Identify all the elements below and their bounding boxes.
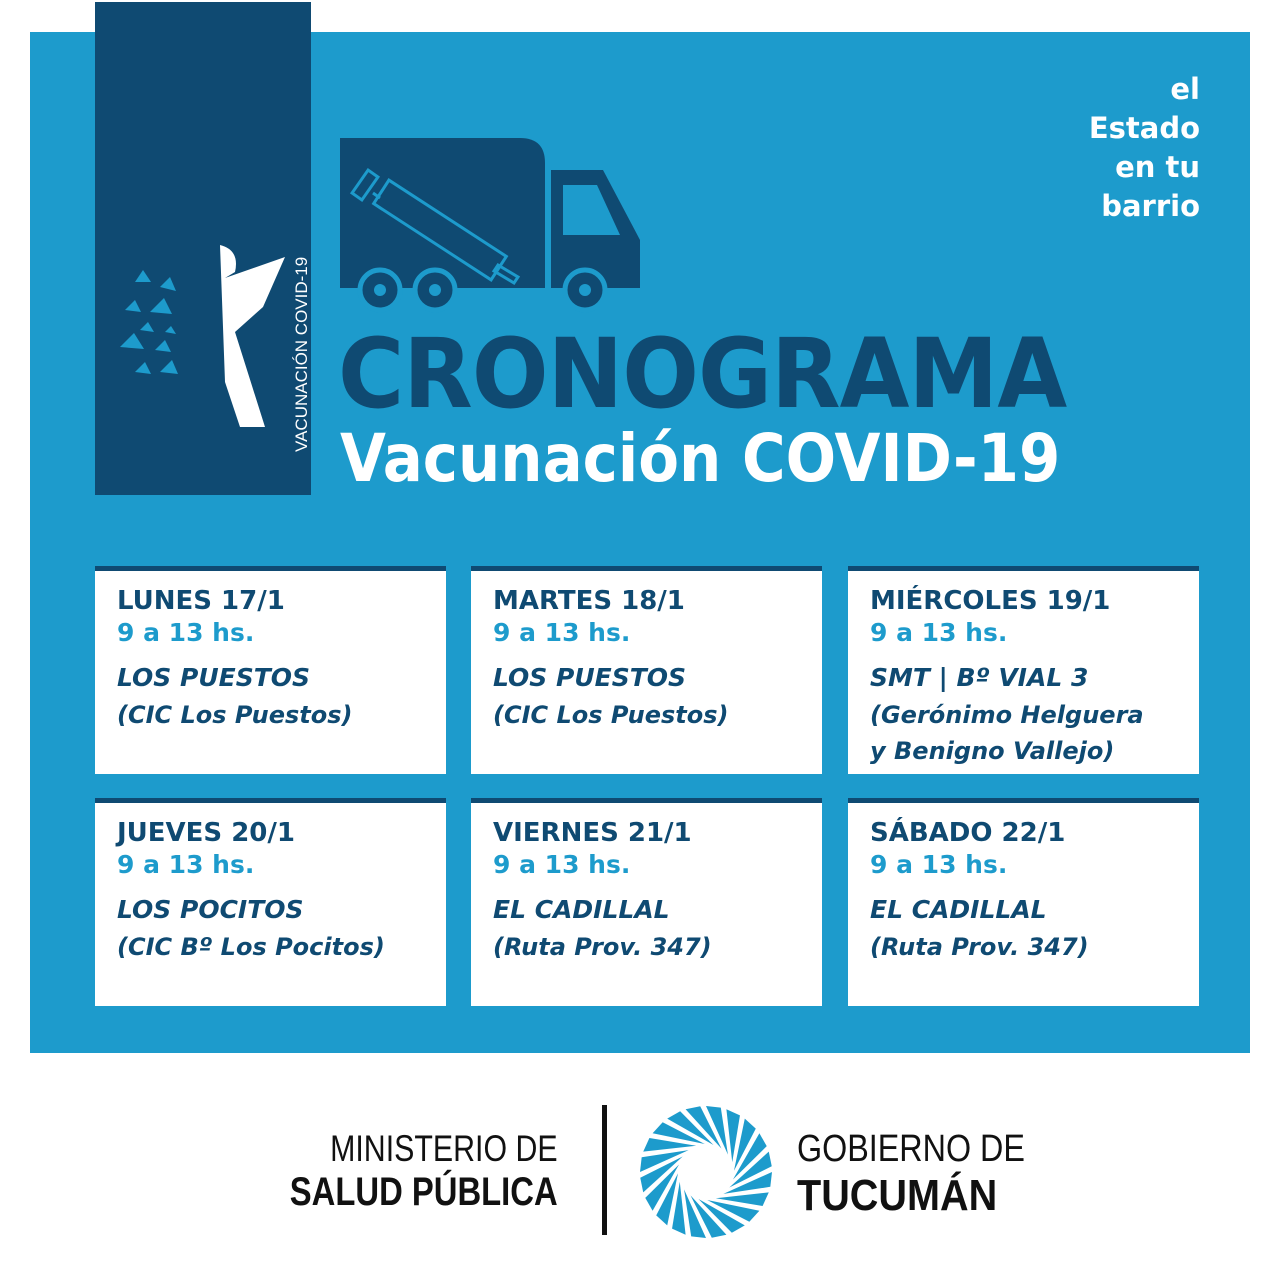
card-detail: (CIC Los Puestos) — [117, 701, 353, 729]
card-hours: 9 a 13 hs. — [493, 618, 631, 647]
card-day: LUNES 17/1 — [117, 586, 285, 616]
card-hours: 9 a 13 hs. — [117, 850, 255, 879]
vaccination-logo-box — [95, 2, 311, 495]
ministry-line1: MINISTERIO DE — [330, 1128, 558, 1169]
card-detail: (Ruta Prov. 347) — [493, 933, 712, 961]
card-hours: 9 a 13 hs. — [870, 618, 1008, 647]
footer-divider — [602, 1105, 607, 1235]
page-subtitle: Vacunación COVID-19 — [340, 420, 1061, 497]
ministry-logo-text — [231, 1128, 558, 1215]
schedule-card — [471, 566, 822, 774]
card-detail: (CIC Bº Los Pocitos) — [117, 933, 385, 961]
gov-line2: TUCUMÁN — [797, 1171, 998, 1220]
schedule-card — [95, 566, 446, 774]
logo-text: VACUNACIÓN COVID-19 — [292, 256, 311, 452]
card-day: MIÉRCOLES 19/1 — [870, 586, 1111, 616]
schedule-card — [848, 798, 1199, 1006]
vaccine-truck-icon — [335, 135, 665, 315]
card-day: JUEVES 20/1 — [117, 818, 295, 848]
card-detail: (Ruta Prov. 347) — [870, 933, 1089, 961]
slogan-line: el — [1170, 72, 1200, 106]
government-logo-text — [797, 1128, 1065, 1221]
ministry-line2: SALUD PÚBLICA — [290, 1170, 558, 1214]
slogan-line: barrio — [1101, 189, 1200, 223]
card-detail: (Gerónimo Helguera — [870, 701, 1144, 729]
slogan-line: en tu — [1115, 150, 1200, 184]
slogan — [1089, 70, 1200, 226]
card-place: LOS POCITOS — [117, 895, 304, 924]
card-place: LOS PUESTOS — [493, 663, 687, 692]
schedule-card — [95, 798, 446, 1006]
gov-line1: GOBIERNO DE — [797, 1128, 1025, 1170]
card-detail: (CIC Los Puestos) — [493, 701, 729, 729]
schedule-card — [848, 566, 1199, 774]
card-day: MARTES 18/1 — [493, 586, 685, 616]
card-place: EL CADILLAL — [493, 895, 670, 924]
page-title: CRONOGRAMA — [338, 318, 1067, 430]
card-hours: 9 a 13 hs. — [117, 618, 255, 647]
card-day: VIERNES 21/1 — [493, 818, 692, 848]
vaccination-logo-icon — [95, 2, 311, 495]
card-place: EL CADILLAL — [870, 895, 1047, 924]
card-place: SMT | Bº VIAL 3 — [870, 663, 1089, 692]
card-hours: 9 a 13 hs. — [493, 850, 631, 879]
card-hours: 9 a 13 hs. — [870, 850, 1008, 879]
card-day: SÁBADO 22/1 — [870, 818, 1066, 848]
tucuman-sunburst-icon — [636, 1102, 776, 1242]
schedule-card — [471, 798, 822, 1006]
card-place: LOS PUESTOS — [117, 663, 311, 692]
slogan-line: Estado — [1088, 111, 1200, 145]
card-detail: y Benigno Vallejo) — [870, 737, 1115, 765]
